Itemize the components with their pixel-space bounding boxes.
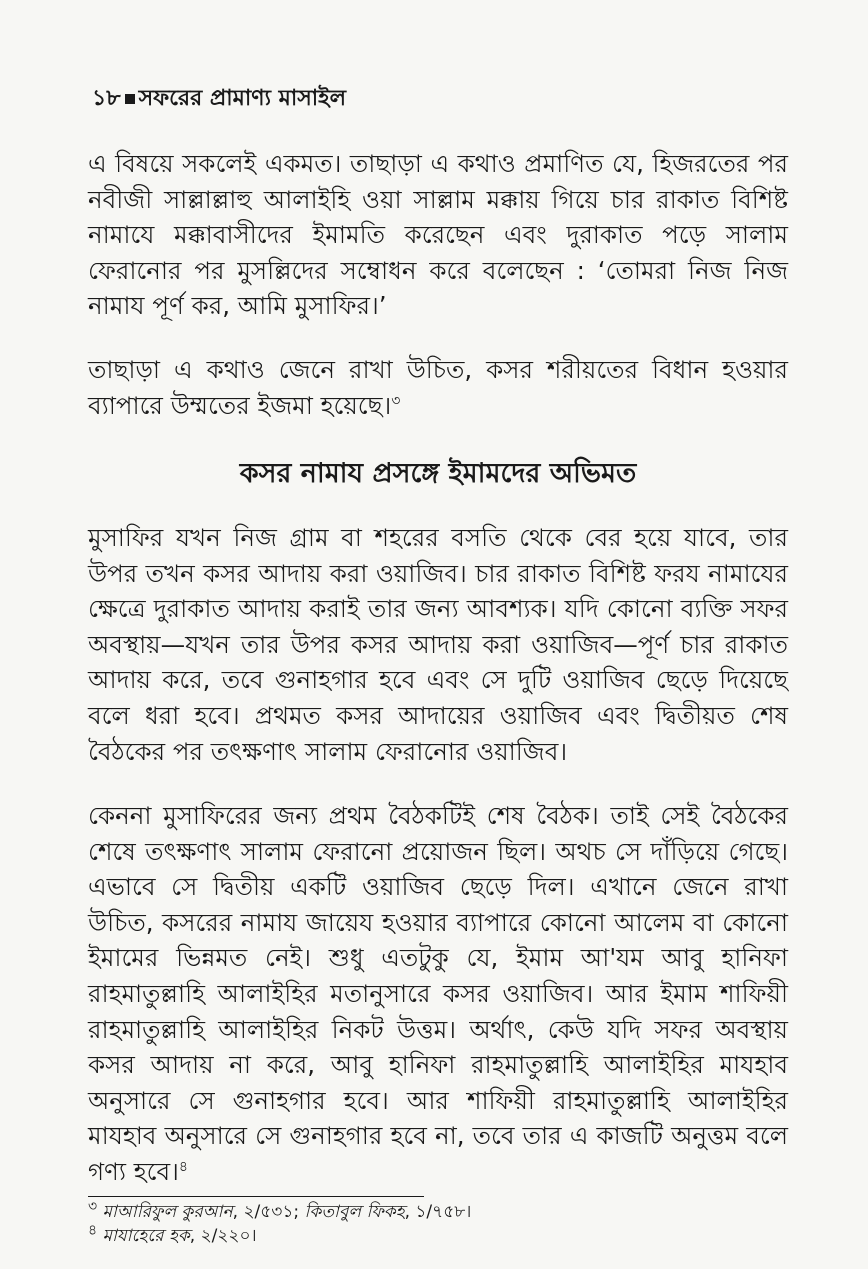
footnote-ref-4: ৪ xyxy=(178,1158,188,1175)
footnote-source: কিতাবুল ফিকহ xyxy=(304,1202,405,1222)
footnote-3 xyxy=(88,1200,788,1224)
footnotes xyxy=(88,1200,788,1248)
paragraph-4-text: কেননা মুসাফিরের জন্য প্রথম বৈঠকটিই শেষ বৈঠক। তাই সেই বৈঠকের শেষে তৎক্ষণাৎ সালাম ফেরানো প্রয়োজন ছিল। অথচ সে দাঁড়িয়ে গেছে। এভাবে সে দ্বিতীয় একটি ওয়াজিব ছেড়ে দিল। এখানে জেনে রাখা উচিত, কসরের নামায জায়েয হওয়ার ব্যাপারে কোনো আলেম বা কোনো ইমামের ভিন্নমত নেই। শুধু এতটুকু যে, ইমাম আ'যম আবু হানিফা রাহমাতুল্লাহি আলাইহির মতানুসারে কসর ওয়াজিব। আর ইমাম শাফিয়ী রাহমাতুল্লাহি আলাইহির নিকট উত্তম। অর্থাৎ, কেউ যদি সফর অবস্থায় কসর আদায় না করে, আবু হানিফা রাহমাতুল্লাহি আলাইহির মাযহাব অনুসারে সে গুনাহগার হবে। আর শাফিয়ী রাহমাতুল্লাহি আলাইহির মাযহাব অনুসারে সে গুনাহগার হবে না, তবে তার এ কাজটি অনুত্তম বলে গণ্য হবে। xyxy=(88,801,789,1186)
footnote-number: ৩ xyxy=(88,1198,98,1215)
paragraph-2 xyxy=(88,352,788,423)
footnote-divider xyxy=(88,1196,424,1197)
paragraph-4 xyxy=(88,798,788,1190)
footnote-detail: , ২/৫৩১; xyxy=(232,1202,305,1222)
page-number: ১৮ xyxy=(92,86,121,111)
footnote-source: মাআরিফুল কুরআন xyxy=(102,1202,233,1222)
paragraph-1: এ বিষয়ে সকলেই একমত। তাছাড়া এ কথাও প্রমাণিত যে, হিজরতের পর নবীজী সাল্লাল্লাহু আলাইহি ওয়া সাল্লাম মক্কায় গিয়ে চার রাকাত বিশিষ্ট নামাযে মক্কাবাসীদের ইমামতি করেছেন এবং দুরাকাত পড়ে সালাম ফেরানোর পর মুসল্লিদের সম্বোধন করে বলেছেন : ‘তোমরা নিজ নিজ নামায পূর্ণ কর, আমি মুসাফির।’ xyxy=(88,149,788,320)
book-title: সফরের প্রামাণ্য মাসাইল xyxy=(138,86,346,111)
footnote-ref-3: ৩ xyxy=(391,392,401,409)
section-heading: কসর নামায প্রসঙ্গে ইমামদের অভিমত xyxy=(239,458,637,489)
footnote-detail: , ১/৭৫৮। xyxy=(404,1202,472,1222)
separator-square xyxy=(125,94,135,104)
footnote-number: ৪ xyxy=(88,1222,98,1239)
running-header xyxy=(92,84,792,114)
footnote-source: মাযাহেরে হক xyxy=(102,1226,190,1246)
footnote-4 xyxy=(88,1224,788,1248)
footnote-detail: , ২/২২০। xyxy=(189,1226,257,1246)
paragraph-2-text: তাছাড়া এ কথাও জেনে রাখা উচিত, কসর শরীয়তের বিধান হওয়ার ব্যাপারে উম্মতের ইজমা হয়েছে। xyxy=(88,355,788,420)
paragraph-3: মুসাফির যখন নিজ গ্রাম বা শহরের বসতি থেকে বের হয়ে যাবে, তার উপর তখন কসর আদায় করা ওয়াজিব। চার রাকাত বিশিষ্ট ফরয নামাযের ক্ষেত্রে দুরাকাত আদায় করাই তার জন্য আবশ্যক। যদি কোনো ব্যক্তি সফর অবস্থায়—যখন তার উপর কসর আদায় করা ওয়াজিব—পূর্ণ চার রাকাত আদায় করে, তবে গুনাহগার হবে এবং সে দুটি ওয়াজিব ছেড়ে দিয়েছে বলে ধরা হবে। প্রথমত কসর আদায়ের ওয়াজিব এবং দ্বিতীয়ত শেষ বৈঠকের পর তৎক্ষণাৎ সালাম ফেরানোর ওয়াজিব। xyxy=(88,523,788,766)
